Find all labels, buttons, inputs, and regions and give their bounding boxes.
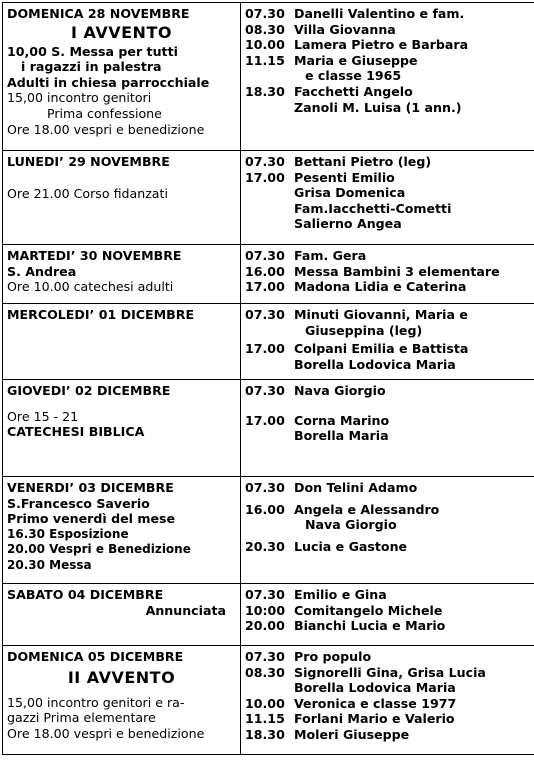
- mass-entry: [245, 665, 534, 681]
- mass-time: 18.30: [245, 83, 285, 99]
- day-row-venerdi-03: [3, 477, 534, 584]
- mass-intention: Messa Bambini 3 elementare: [294, 263, 500, 279]
- mass-entry: [245, 279, 534, 295]
- mass-time: 08.30: [245, 664, 285, 680]
- day-info-cell: [3, 584, 241, 646]
- day-info-cell: [3, 477, 241, 584]
- mass-intention: Comitangelo Michele: [294, 602, 443, 618]
- mass-entry: [245, 603, 534, 619]
- day-title: DOMENICA 28 NOVEMBRE: [7, 6, 190, 21]
- mass-intention-continued: Borella Lodovica Maria: [294, 680, 456, 696]
- mass-time: 07.30: [245, 307, 285, 322]
- day-row-domenica-28: [3, 3, 534, 151]
- mass-time: 17.00: [245, 279, 285, 295]
- mass-intention: Pesenti Emilio: [294, 169, 395, 185]
- day-info-cell: [3, 646, 241, 755]
- mass-entry: [245, 264, 534, 280]
- event-line: Adulti in chiesa parrocchiale: [7, 74, 210, 90]
- mass-intention: Bettani Pietro (leg): [294, 154, 432, 169]
- day-row-martedi-30: [3, 245, 534, 304]
- event-line: Ore 18.00 vespri e benedizione: [7, 725, 205, 741]
- day-title: MERCOLEDI’ 01 DICEMBRE: [7, 307, 195, 322]
- event-line: Ore 21.00 Corso fidanzati: [7, 185, 168, 201]
- mass-time: 07.30: [245, 649, 285, 664]
- mass-entry: [245, 248, 534, 264]
- day-info-cell: [3, 245, 241, 304]
- mass-entry: [245, 480, 534, 496]
- mass-time: 07.30: [245, 587, 285, 602]
- liturgical-heading: II AVVENTO: [67, 667, 176, 687]
- day-title: VENERDI’ 03 DICEMBRE: [7, 480, 174, 495]
- mass-time: 17.00: [245, 169, 285, 185]
- event-line: Ore 10.00 catechesi adulti: [7, 279, 174, 295]
- mass-time: 10.00: [245, 37, 285, 53]
- mass-intention: Madona Lidia e Caterina: [294, 279, 467, 295]
- event-line: Prima confessione: [47, 105, 162, 121]
- mass-time: 17.00: [245, 412, 285, 428]
- saint-of-day: S.Francesco Saverio: [7, 495, 150, 511]
- mass-intention-continued: Giuseppina (leg): [305, 322, 423, 338]
- mass-intention: Danelli Valentino e fam.: [294, 6, 465, 21]
- event-line: 20.30 Messa: [7, 557, 92, 572]
- saint-of-day: Annunciata: [145, 602, 226, 618]
- mass-time: 07.30: [245, 248, 285, 263]
- mass-entry: [245, 22, 534, 38]
- mass-time: 07.30: [245, 383, 285, 398]
- day-title: DOMENICA 05 DICEMBRE: [7, 649, 184, 664]
- mass-time: 10:00: [245, 602, 286, 618]
- mass-intention-continued: Borella Maria: [294, 428, 389, 444]
- mass-intention: Signorelli Gina, Grisa Lucia: [294, 664, 486, 680]
- mass-intention: Minuti Giovanni, Maria e: [294, 307, 468, 322]
- event-line: gazzi Prima elementare: [7, 710, 156, 726]
- mass-entry: [245, 383, 534, 399]
- mass-entry: [245, 413, 534, 429]
- liturgical-heading: I AVVENTO: [71, 22, 172, 42]
- event-line: Ore 18.00 vespri e benedizione: [7, 121, 205, 137]
- masses-cell: [241, 304, 534, 380]
- mass-intention: Emilio e Gina: [294, 587, 387, 602]
- masses-cell: [241, 584, 534, 646]
- masses-cell: [241, 245, 534, 304]
- mass-intention-continued: Zanoli M. Luisa (1 ann.): [294, 99, 462, 115]
- mass-entry: [245, 502, 534, 518]
- mass-entry: [245, 170, 534, 186]
- day-row-lunedi-29: [3, 151, 534, 245]
- mass-intention: Lamera Pietro e Barbara: [294, 37, 469, 53]
- mass-intention: Bianchi Lucia e Mario: [294, 618, 446, 634]
- mass-time: 07.30: [245, 480, 285, 495]
- mass-entry: [245, 587, 534, 603]
- mass-intention: Veronica e classe 1977: [294, 695, 457, 711]
- mass-intention-continued: Fam.Iacchetti-Cometti: [294, 200, 452, 216]
- mass-entry: [245, 6, 534, 22]
- event-line: 20.00 Vespri e Benedizione: [7, 542, 191, 557]
- mass-entry: [245, 84, 534, 100]
- mass-entry: [245, 341, 534, 357]
- day-row-sabato-04: [3, 584, 534, 646]
- mass-intention: Colpani Emilia e Battista: [294, 341, 469, 357]
- day-info-cell: [3, 3, 241, 151]
- masses-cell: [241, 646, 534, 755]
- mass-intention: Pro populo: [294, 649, 372, 664]
- event-line: Ore 15 - 21: [7, 408, 79, 424]
- event-line: 15,00 incontro genitori e ra-: [7, 694, 185, 710]
- mass-time: 18.30: [245, 726, 285, 742]
- event-line: Primo venerdì del mese: [7, 511, 176, 527]
- day-info-cell: [3, 380, 241, 477]
- mass-entry: [245, 727, 534, 743]
- mass-intention: Moleri Giuseppe: [294, 726, 410, 742]
- masses-cell: [241, 151, 534, 245]
- mass-entry: [245, 618, 534, 634]
- mass-time: 16.00: [245, 263, 285, 279]
- mass-intention-continued: Salierno Angea: [294, 216, 402, 232]
- masses-cell: [241, 380, 534, 477]
- day-row-giovedi-02: [3, 380, 534, 477]
- mass-intention: Corna Marino: [294, 412, 390, 428]
- mass-intention: Angela e Alessandro: [294, 501, 440, 517]
- mass-entry: [245, 711, 534, 727]
- mass-entry: [245, 154, 534, 170]
- mass-entry: [245, 53, 534, 69]
- mass-intention: Facchetti Angelo: [294, 83, 413, 99]
- mass-time: 11.15: [245, 711, 285, 727]
- mass-entry: [245, 649, 534, 665]
- day-row-mercoledi-01: [3, 304, 534, 380]
- mass-time: 07.30: [245, 154, 285, 169]
- mass-time: 20.00: [245, 618, 285, 634]
- saint-of-day: S. Andrea: [7, 263, 77, 279]
- mass-intention-continued: Borella Lodovica Maria: [294, 356, 456, 372]
- mass-intention: Forlani Mario e Valerio: [294, 711, 455, 727]
- day-title: LUNEDI’ 29 NOVEMBRE: [7, 154, 170, 169]
- day-title: SABATO 04 DICEMBRE: [7, 587, 164, 602]
- mass-time: 11.15: [245, 52, 285, 68]
- mass-intention: Nava Giorgio: [294, 383, 386, 398]
- day-info-cell: [3, 151, 241, 245]
- day-row-domenica-05: [3, 646, 534, 755]
- mass-intention: Lucia e Gastone: [294, 538, 408, 554]
- weekly-schedule-table: [2, 2, 534, 755]
- mass-intention-continued: e classe 1965: [305, 68, 402, 84]
- mass-intention: Don Telini Adamo: [294, 480, 418, 495]
- mass-time: 17.00: [245, 341, 285, 357]
- mass-time: 08.30: [245, 21, 285, 37]
- event-line: 10,00 S. Messa per tutti: [7, 43, 178, 59]
- mass-entry: [245, 307, 534, 323]
- masses-cell: [241, 3, 534, 151]
- mass-time: 20.30: [245, 538, 285, 554]
- mass-entry: [245, 37, 534, 53]
- mass-intention: Fam. Gera: [294, 248, 367, 263]
- event-line: 15,00 incontro genitori: [7, 90, 152, 106]
- mass-entry: [245, 696, 534, 712]
- event-line: i ragazzi in palestra: [21, 59, 162, 75]
- mass-intention-continued: Nava Giorgio: [305, 517, 397, 533]
- day-title: GIOVEDI’ 02 DICEMBRE: [7, 383, 171, 398]
- schedule-sheet: [2, 2, 530, 766]
- day-info-cell: [3, 304, 241, 380]
- mass-intention-continued: Grisa Domenica: [294, 185, 406, 201]
- mass-time: 07.30: [245, 6, 285, 21]
- mass-intention: Maria e Giuseppe: [294, 52, 418, 68]
- mass-entry: [245, 539, 534, 555]
- event-line: CATECHESI BIBLICA: [7, 424, 145, 440]
- day-title: MARTEDI’ 30 NOVEMBRE: [7, 248, 182, 263]
- masses-cell: [241, 477, 534, 584]
- mass-time: 10.00: [245, 695, 285, 711]
- event-line: 16.30 Esposizione: [7, 526, 129, 541]
- mass-time: 16.00: [245, 501, 285, 517]
- mass-intention: Villa Giovanna: [294, 21, 396, 37]
